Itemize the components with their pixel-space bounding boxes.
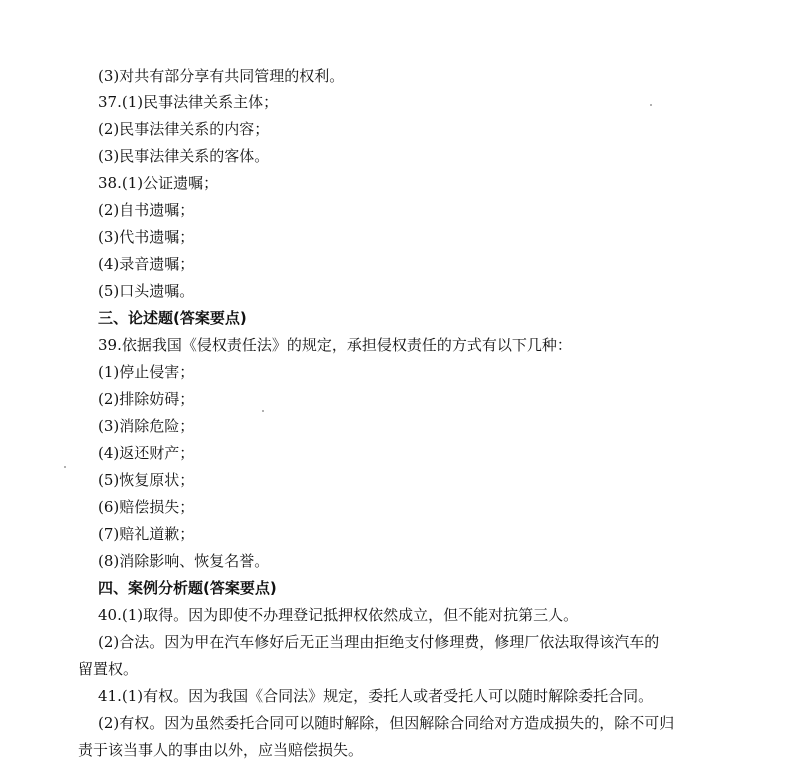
scan-speck (262, 410, 264, 412)
text-line: (4)录音遗嘱； (98, 255, 195, 273)
section-heading: 四、案例分析题(答案要点) (98, 579, 277, 597)
text-line: (2)合法。因为甲在汽车修好后无正当理由拒绝支付修理费，修理厂依法取得该汽车的 (98, 633, 660, 651)
text-line: (2)自书遗嘱； (98, 201, 195, 219)
text-line: (3)代书遗嘱； (98, 228, 195, 246)
scan-speck (64, 466, 66, 468)
text-line: (3)消除危险； (98, 417, 195, 435)
text-line: 41.(1)有权。因为我国《合同法》规定，委托人或者受托人可以随时解除委托合同。 (98, 687, 654, 705)
text-line: (1)停止侵害； (98, 363, 195, 381)
text-line: (2)民事法律关系的内容； (98, 120, 270, 138)
text-line: (2)排除妨碍； (98, 390, 195, 408)
text-line: (3)对共有部分享有共同管理的权利。 (98, 67, 345, 85)
text-line: 责于该当事人的事由以外，应当赔偿损失。 (78, 741, 364, 759)
section-heading: 三、论述题(答案要点) (98, 309, 247, 327)
text-line: (5)口头遗嘱。 (98, 282, 195, 300)
text-line: (8)消除影响、恢复名誉。 (98, 552, 270, 570)
text-line: (3)民事法律关系的客体。 (98, 147, 270, 165)
text-line: 39.依据我国《侵权责任法》的规定，承担侵权责任的方式有以下几种： (98, 336, 572, 354)
text-line: (7)赔礼道歉； (98, 525, 195, 543)
text-line: (2)有权。因为虽然委托合同可以随时解除，但因解除合同给对方造成损失的，除不可归 (98, 714, 675, 732)
text-line: (4)返还财产； (98, 444, 195, 462)
text-line: 40.(1)取得。因为即使不办理登记抵押权依然成立，但不能对抗第三人。 (98, 606, 579, 624)
text-line: 37.(1)民事法律关系主体； (98, 93, 279, 111)
text-line: 38.(1)公证遗嘱； (98, 174, 219, 192)
text-line: (6)赔偿损失； (98, 498, 195, 516)
scan-speck (650, 104, 652, 106)
text-line: 留置权。 (78, 660, 139, 678)
text-line: (5)恢复原状； (98, 471, 195, 489)
